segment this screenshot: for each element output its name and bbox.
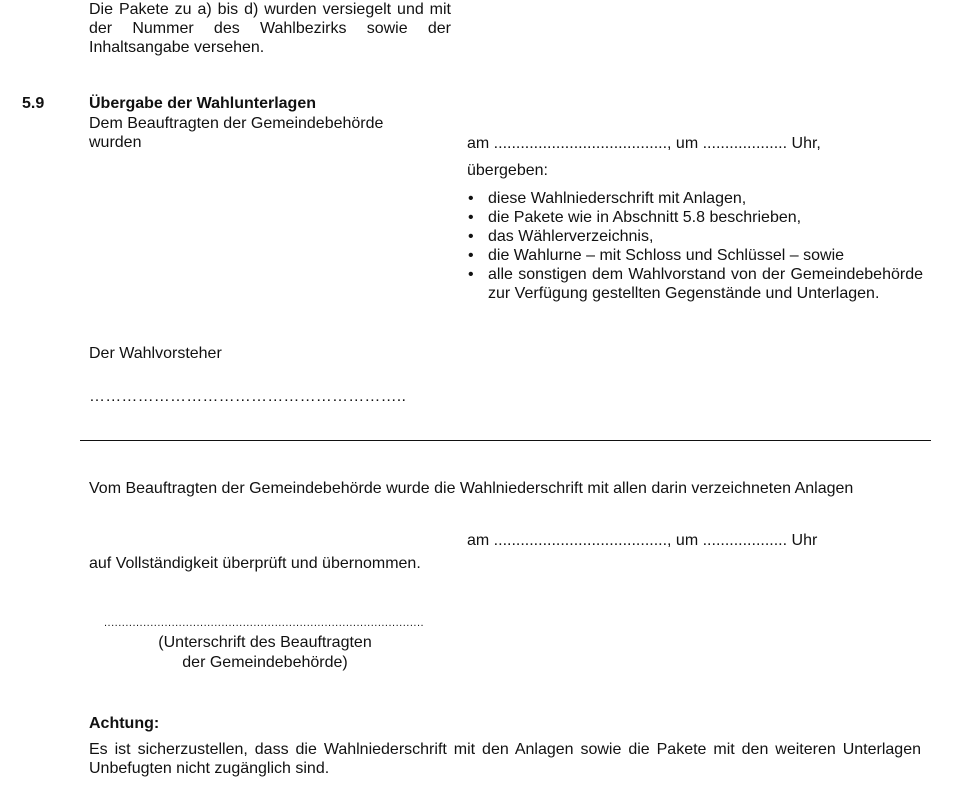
achtung-heading: Achtung: <box>89 715 160 732</box>
bullet-icon: • <box>468 247 474 264</box>
uebernahme-date-time-fill-line: am ......................................., um ................... Uhr <box>467 532 818 549</box>
caption-line-1: (Unterschrift des Beauftragten <box>158 634 372 651</box>
section-number: 5.9 <box>22 95 45 112</box>
wahlvorsteher-label: Der Wahlvorsteher <box>89 345 222 362</box>
bullet-icon: • <box>468 190 474 207</box>
section-divider <box>80 440 931 441</box>
achtung-text: Es ist sicherzustellen, dass die Wahlniederschrift mit den Anlagen sowie die Pakete mit den weiteren Unterlagen Unbefugten nicht zugänglich sind. <box>89 741 921 777</box>
bullet-icon: • <box>468 228 474 245</box>
list-item: • die Pakete wie in Abschnitt 5.8 beschrieben, <box>468 209 802 226</box>
date-time-fill-line: am ......................................., um ................... Uhr, <box>467 135 821 152</box>
list-item: • das Wählerverzeichnis, <box>468 228 654 245</box>
list-item: • diese Wahlniederschrift mit Anlagen, <box>468 190 747 207</box>
handover-items-list <box>467 189 923 303</box>
beauftragter-signature-line: .......................................................................................... <box>104 617 425 629</box>
handover-recipient-text <box>89 114 449 152</box>
section-title: Übergabe der Wahlunterlagen <box>89 95 316 112</box>
caption-line-2: der Gemeindebehörde) <box>182 654 348 671</box>
handover-line-1: Dem Beauftragten der Gemeindebehörde <box>89 115 384 132</box>
beauftragter-signature-caption <box>120 633 410 673</box>
uebergeben-label: übergeben: <box>467 162 548 179</box>
wahlvorsteher-signature-line: ………………………………………………….. <box>89 388 407 405</box>
list-item: • alle sonstigen dem Wahlvorstand von der Gemeindebehörde zur Verfügung gestellten Gegenstände und Unterlagen. <box>468 266 923 302</box>
vollstaendigkeit-text: auf Vollständigkeit überprüft und übernommen. <box>89 555 421 572</box>
list-item: • die Wahlurne – mit Schloss und Schlüssel – sowie <box>468 247 845 264</box>
bullet-icon: • <box>468 209 474 226</box>
uebernahme-text: Vom Beauftragten der Gemeindebehörde wurde die Wahlniederschrift mit allen darin verzeichneten Anlagen <box>89 480 854 497</box>
bullet-icon: • <box>468 266 474 283</box>
pakete-sealed-text: Die Pakete zu a) bis d) wurden versiegelt und mit der Nummer des Wahlbezirks sowie der Inhaltsangabe versehen. <box>89 1 451 56</box>
handover-line-2: wurden <box>89 134 142 151</box>
